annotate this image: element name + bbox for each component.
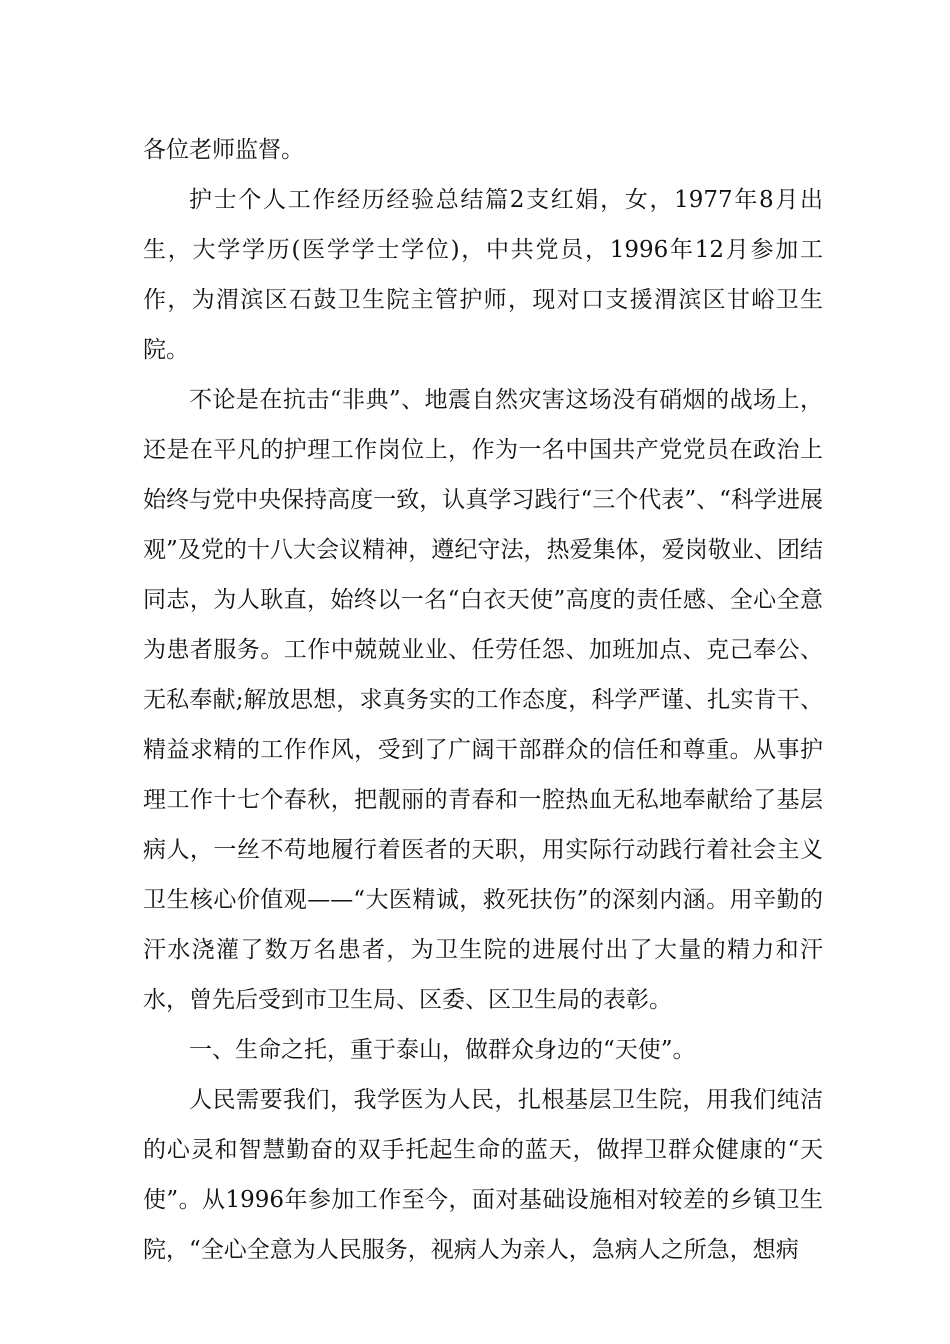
paragraph-main: 不论是在抗击“非典”、地震自然灾害这场没有硝烟的战场上，还是在平凡的护理工作岗位上，作为一名中国共产党党员在政治上始终与党中央保持高度一致，认真学习践行“三个代表”、“科学进展观”及党的十八大会议精神，遵纪守法，热爱集体，爱岗敬业、团结同志，为人耿直，始终以一名“白衣天使”高度的责任感、全心全意为患者服务。工作中兢兢业业、任劳任怨、加班加点、克己奉公、无私奉献;解放思想，求真务实的工作态度，科学严谨、扎实肯干、精益求精的工作作风，受到了广阔干部群众的信任和尊重。从事护理工作十七个春秋，把靓丽的青春和一腔热血无私地奉献给了基层病人，一丝不苟地履行着医者的天职，用实际行动践行着社会主义卫生核心价值观——“大医精诚，救死扶伤”的深刻内涵。用辛勤的汗水浇灌了数万名患者，为卫生院的进展付出了大量的精力和汗水，曾先后受到市卫生局、区委、区卫生局的表彰。 [143, 387, 823, 1013]
document-body [143, 125, 823, 1275]
paragraph-continuation: 各位老师监督。 [143, 137, 304, 163]
paragraph-intro: 护士个人工作经历经验总结篇2支红娟，女，1977年8月出生，大学学历(医学学士学位)，中共党员，1996年12月参加工作，为渭滨区石鼓卫生院主管护师，现对口支援渭滨区甘峪卫生院。 [143, 187, 823, 363]
paragraph-section-body: 人民需要我们，我学医为人民，扎根基层卫生院，用我们纯洁的心灵和智慧勤奋的双手托起生命的蓝天，做捍卫群众健康的“天使”。从1996年参加工作至今，面对基础设施相对较差的乡镇卫生院，“全心全意为人民服务，视病人为亲人，急病人之所急，想病 [143, 1087, 823, 1263]
section-heading: 一、生命之托，重于泰山，做群众身边的“天使”。 [189, 1037, 696, 1063]
